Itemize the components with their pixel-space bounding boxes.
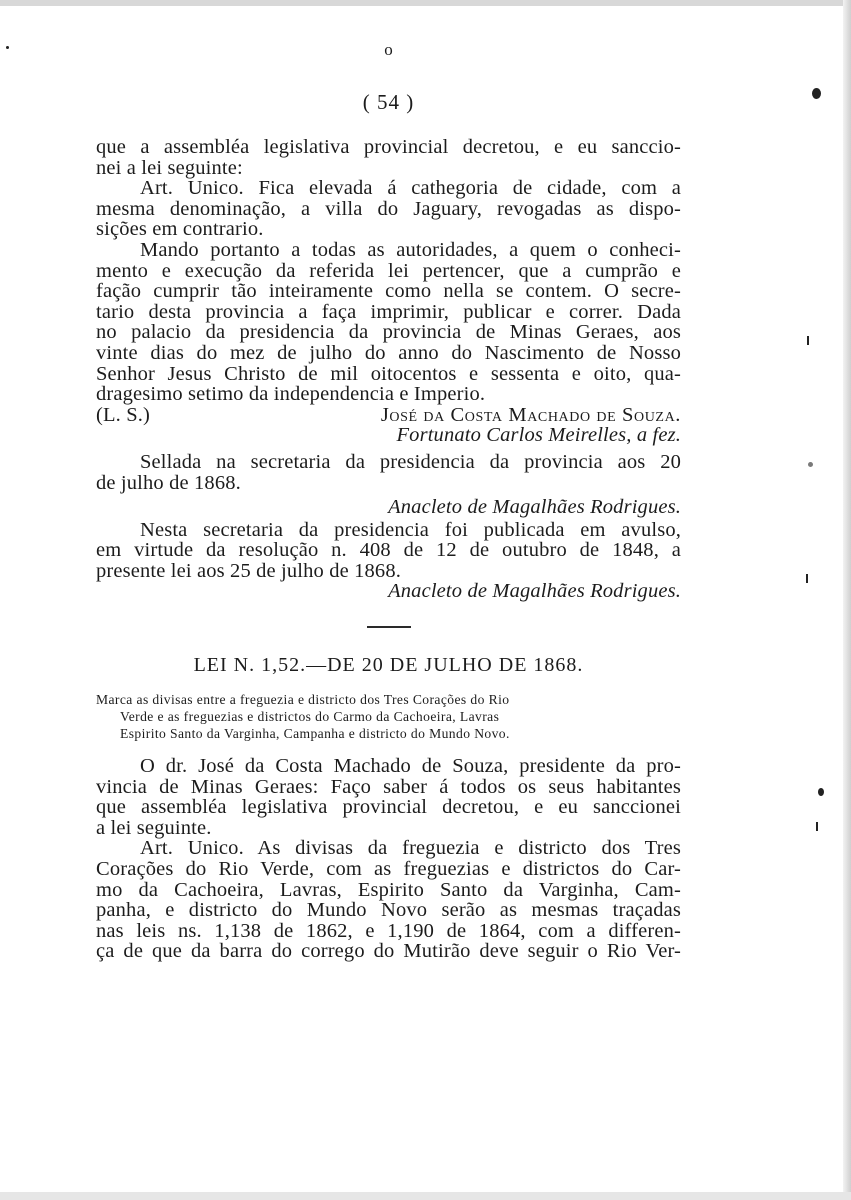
scan-speck [806,574,808,583]
text-line: mo da Cachoeira, Lavras, Espirito Santo da Varginha, Cam- [96,878,681,901]
text-line: Corações do Rio Verde, com as freguezias e districtos do Car- [96,858,681,881]
spacer [96,742,681,756]
text-line: nei a lei seguinte: [96,156,243,179]
signature-secretary: Fortunato Carlos Meirelles, a fez. [396,424,681,447]
text-line: mento e execução da referida lei pertencer, que a cumprão e [96,259,681,282]
text-line: fação cumprir tão inteiramente como nella se contem. O secre- [96,280,681,303]
text-line: tario desta provincia a faça imprimir, publicar e correr. Dada [96,300,681,323]
text-line: vinte dias do mez de julho do anno do Nascimento de Nosso [96,341,681,364]
signature-president: José da Costa Machado de Souza. [380,403,681,426]
law-51-sealed [96,452,681,493]
text-line: Mando portanto a todas as autoridades, a quem o conheci- [140,238,681,261]
scan-speck [807,336,809,345]
law-52-intro [96,756,681,838]
page-number: ( 54 ) [362,90,415,114]
law-52-summary [96,691,681,742]
scan-speck [812,88,821,99]
text-line: panha, e districto do Mundo Novo serão as mesmas traçadas [96,899,681,922]
law-51-article [96,178,681,240]
text-line: nas leis ns. 1,138 de 1862, e 1,190 de 1864, com a differen- [96,919,681,942]
scan-speck [816,822,818,831]
text-line: dragesimo setimo da independencia e Imperio. [96,383,486,406]
section-divider [367,626,411,628]
text-line: Senhor Jesus Christo de mil oitocentos e sessenta e oito, qua- [96,362,681,385]
text-line: no palacio da presidencia da provincia de Minas Geraes, aos [96,321,681,344]
page-right-edge [843,0,851,1200]
text-line: que a assembléa legislativa provincial decretou, e eu sanccio- [96,136,681,158]
scan-speck [808,462,813,467]
page-top-edge [0,0,851,6]
summary-line: Espirito Santo da Varginha, Campanha e districto do Mundo Novo. [120,726,510,742]
law-52-heading: LEI N. 1,52.—DE 20 DE JULHO DE 1868. [193,654,584,677]
text-line: Art. Unico. As divisas da freguezia e districto dos Tres [140,837,681,860]
text-line: Sellada na secretaria da presidencia da provincia aos 20 [140,450,681,473]
text-line: mesma denominação, a villa do Jaguary, revogadas as dispo- [96,197,681,220]
law-51-published [96,520,681,582]
text-line: Nesta secretaria da presidencia foi publicada em avulso, [140,518,681,541]
summary-line: Marca as divisas entre a freguezia e districto dos Tres Corações do Rio [96,692,510,708]
law-51-mandate [96,240,681,405]
text-line: que assembléa legislativa provincial decretou, e eu sanccionei [96,796,681,819]
scan-speck [6,46,9,49]
text-line: Art. Unico. Fica elevada á cathegoria de cidade, com a [140,177,681,200]
text-line: a lei seguinte. [96,816,212,839]
text-line: sições em contrario. [96,218,264,241]
seal-mark: (L. S.) [96,403,151,426]
summary-line: Verde e as freguezias e districtos do Carmo da Cachoeira, Lavras [120,709,500,725]
text-line: ça de que da barra do corrego do Mutirão deve seguir o Rio Ver- [96,940,681,963]
document-page [96,40,681,962]
text-line: presente lei aos 25 de julho de 1868. [96,559,402,582]
text-line: vincia de Minas Geraes: Faço saber á todos os seus habitantes [96,775,681,798]
text-line: O dr. José da Costa Machado de Souza, presidente da pro- [140,755,681,778]
scan-speck [818,788,824,796]
top-marker: o [384,40,393,59]
signature-anacleto-2: Anacleto de Magalhães Rodrigues. [388,580,681,603]
text-line: de julho de 1868. [96,471,241,494]
text-line: em virtude da resolução n. 408 de 12 de outubro de 1848, a [96,539,681,562]
seal-signature-row [96,405,681,426]
signature-anacleto: Anacleto de Magalhães Rodrigues. [388,496,681,519]
law-52-article [96,838,681,962]
page-bottom-edge [0,1192,851,1200]
law-51-preamble [96,137,681,178]
